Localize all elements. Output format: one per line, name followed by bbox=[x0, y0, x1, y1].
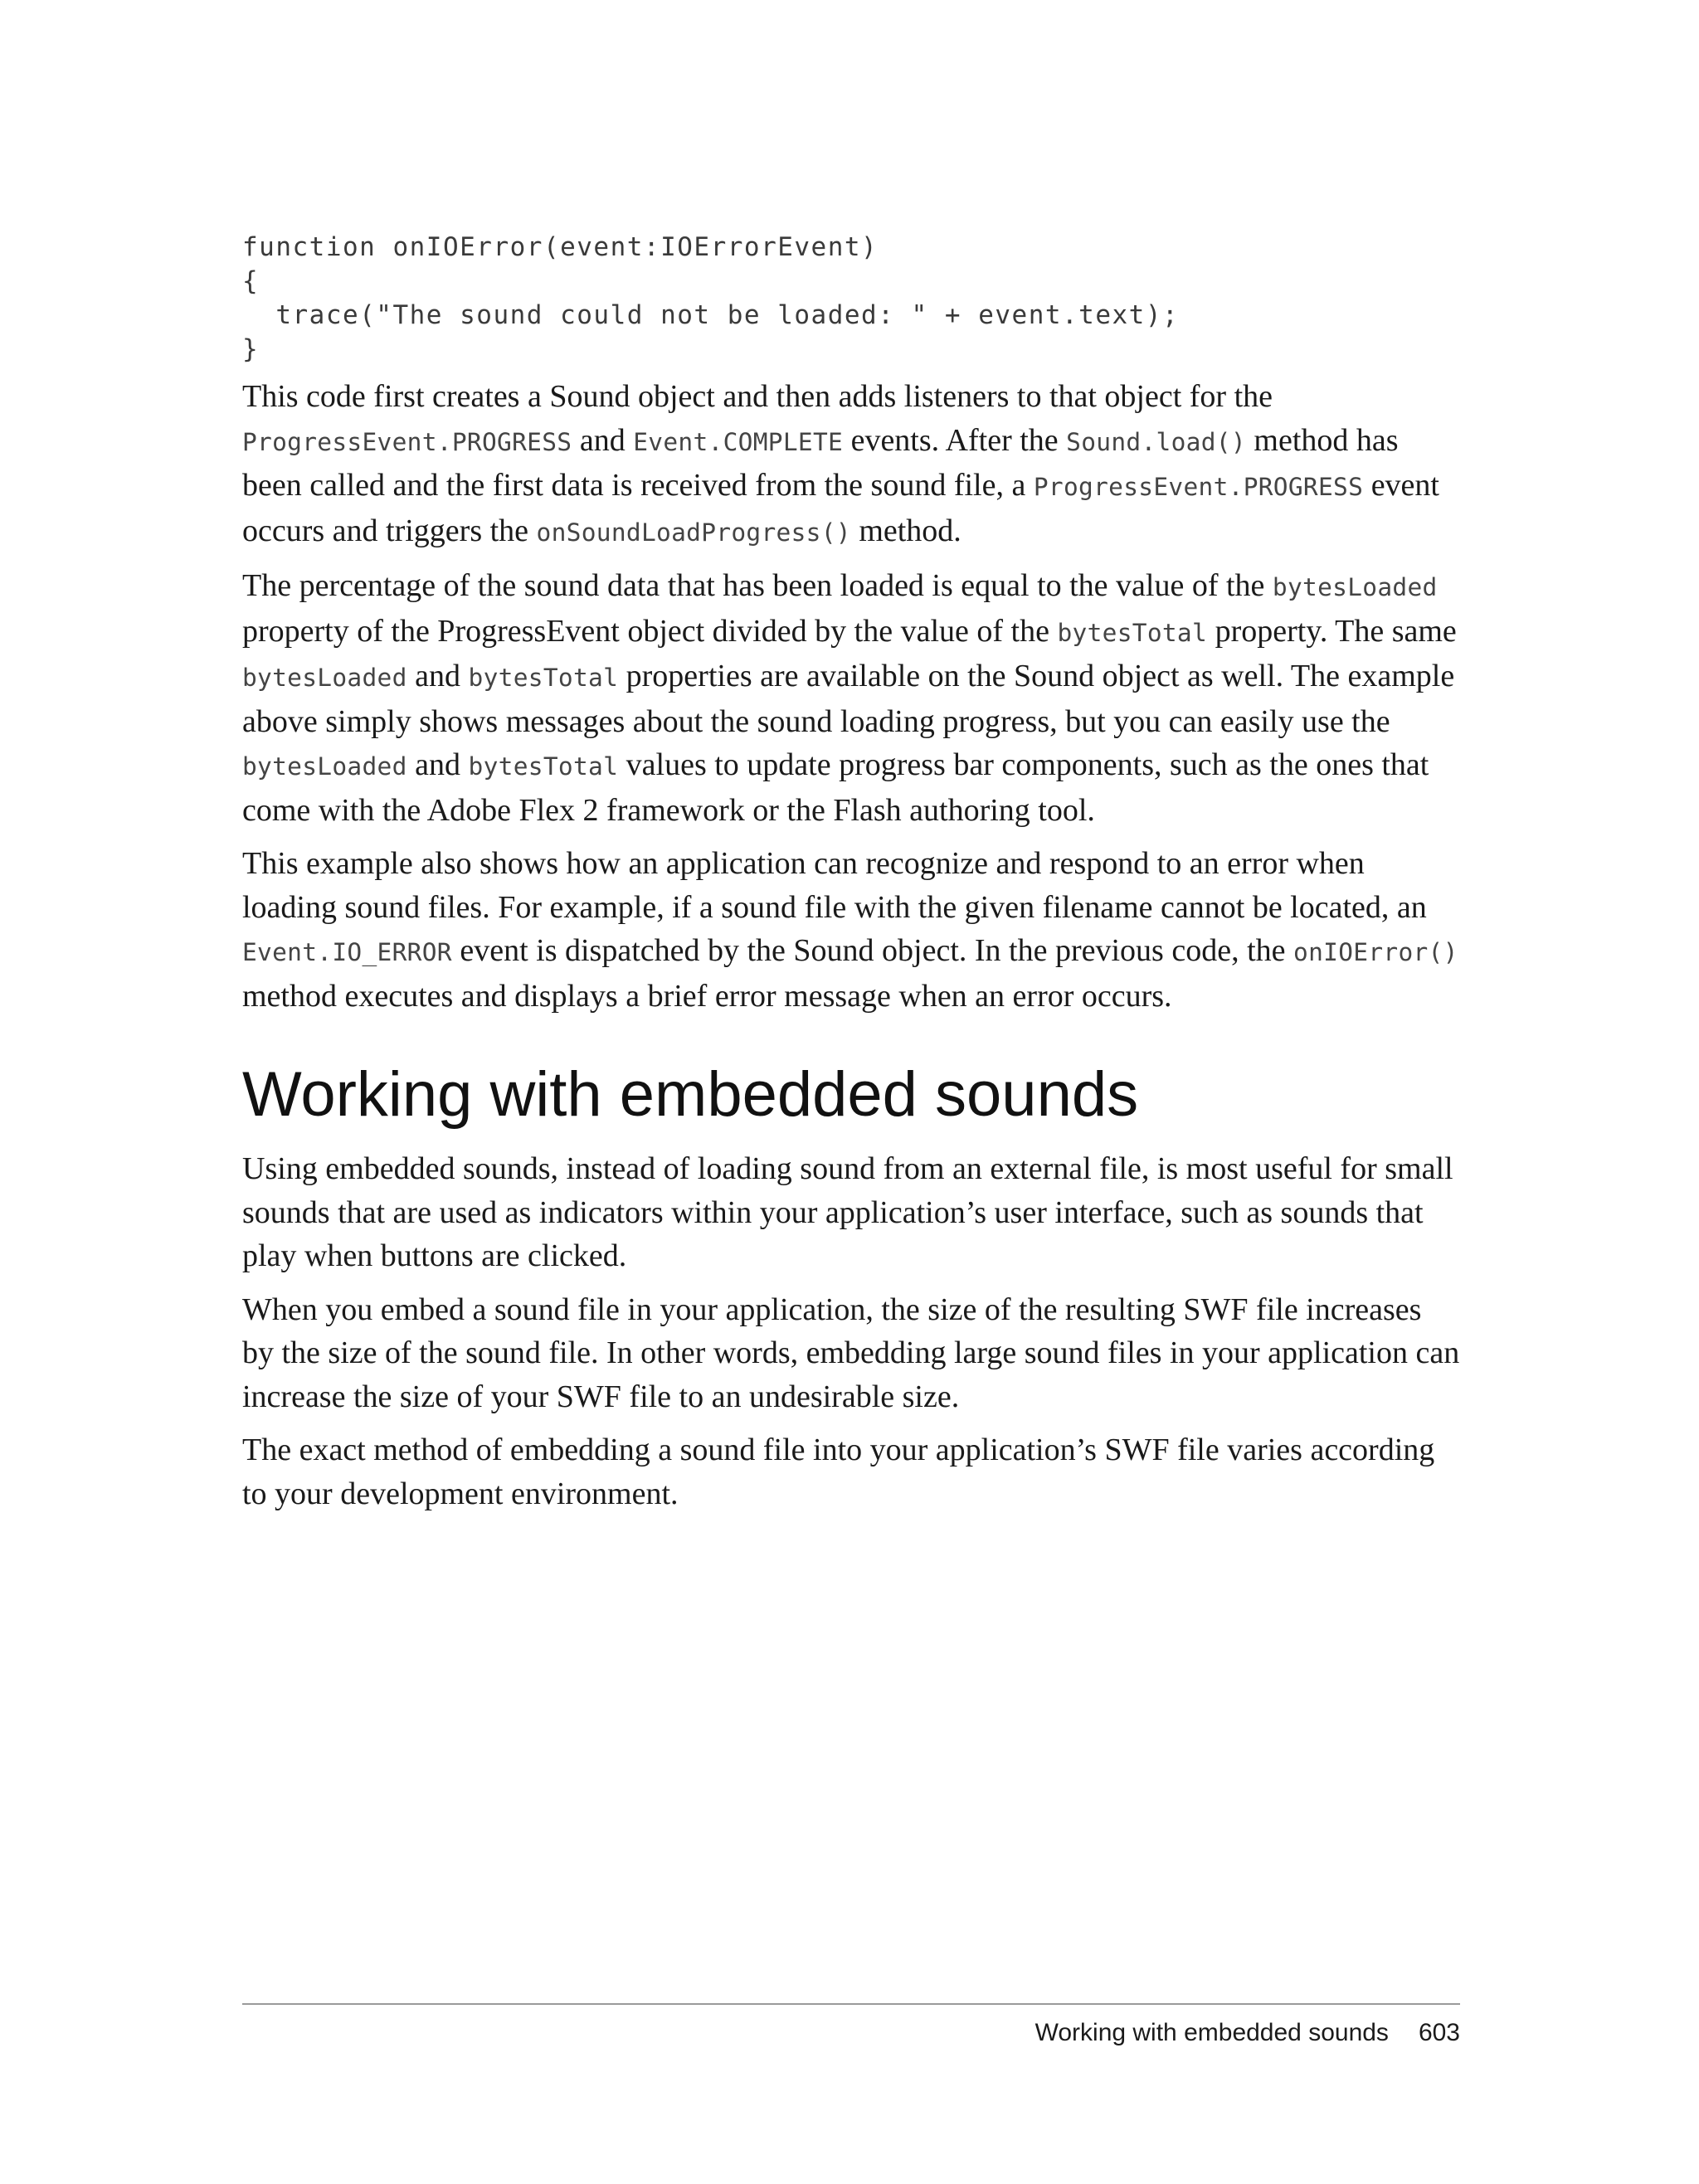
inline-code: bytesTotal bbox=[468, 664, 619, 692]
paragraph-text: values to update progress bar components, such as the ones that come with the Adobe Flex 2 framework or the Flash authoring tool. bbox=[242, 747, 1429, 828]
paragraph-text: and bbox=[406, 747, 469, 782]
body-paragraph-2 bbox=[242, 564, 1460, 832]
section-paragraph-1: Using embedded sounds, instead of loading sound from an external file, is most useful for small sounds that are used as indicators within your application’s user interface, such as sounds that play when buttons are clicked. bbox=[242, 1151, 1453, 1273]
footer-divider bbox=[242, 2003, 1460, 2005]
inline-code: ProgressEvent.PROGRESS bbox=[242, 427, 572, 456]
inline-code: bytesTotal bbox=[468, 752, 619, 781]
paragraph-text: properties are available on the Sound object as well. The example above simply shows messages about the sound loading progress, but you can easily use the bbox=[242, 659, 1455, 739]
inline-code: onIOError() bbox=[1293, 938, 1458, 966]
inline-code: bytesLoaded bbox=[1272, 573, 1438, 601]
inline-code: Event.COMPLETE bbox=[633, 427, 844, 456]
inline-code: bytesLoaded bbox=[242, 752, 407, 781]
paragraph-text: This example also shows how an application can recognize and respond to an error when loading sound files. For example, if a sound file with the given filename cannot be located, an bbox=[242, 846, 1427, 925]
inline-code: Sound.load() bbox=[1066, 427, 1246, 456]
inline-code: bytesLoaded bbox=[242, 664, 407, 692]
page-content bbox=[242, 231, 1460, 1525]
paragraph-text: The percentage of the sound data that has been loaded is equal to the value of the bbox=[242, 568, 1273, 603]
running-title: Working with embedded sounds bbox=[1034, 2019, 1389, 2046]
paragraph-text: event occurs and triggers the bbox=[242, 468, 1439, 548]
page-number: 603 bbox=[1418, 2019, 1460, 2046]
inline-code: Event.IO_ERROR bbox=[242, 938, 452, 966]
paragraph-text: property of the ProgressEvent object divided by the value of the bbox=[242, 613, 1058, 649]
paragraph-text: and bbox=[406, 659, 469, 693]
paragraph-text: and bbox=[572, 422, 634, 458]
inline-code: ProgressEvent.PROGRESS bbox=[1033, 473, 1364, 501]
section-heading: Working with embedded sounds bbox=[242, 1059, 1139, 1130]
paragraph-text: This code first creates a Sound object and then adds listeners to that object for the bbox=[242, 379, 1273, 414]
body-paragraph-3 bbox=[242, 842, 1460, 1018]
paragraph-text: property. The same bbox=[1207, 613, 1457, 649]
paragraph-text: events. After the bbox=[843, 422, 1067, 458]
paragraph-text: method executes and displays a brief error message when an error occurs. bbox=[242, 978, 1172, 1014]
section-paragraph-3: The exact method of embedding a sound file into your application’s SWF file varies according to your development environment. bbox=[242, 1432, 1435, 1511]
inline-code: onSoundLoadProgress() bbox=[536, 518, 851, 547]
paragraph-text: method has been called and the first data is received from the sound file, a bbox=[242, 422, 1399, 503]
section-paragraph-2: When you embed a sound file in your application, the size of the resulting SWF file increases by the size of the sound file. In other words, embedding large sound files in your application can increase the size of your SWF file to an undesirable size. bbox=[242, 1291, 1460, 1414]
page-footer bbox=[242, 2017, 1460, 2049]
paragraph-text: event is dispatched by the Sound object. In the previous code, the bbox=[451, 933, 1294, 968]
code-block: function onIOError(event:IOErrorEvent) { trace("The sound could not be loaded: " + event.text); } bbox=[242, 232, 1180, 364]
body-paragraph-1 bbox=[242, 375, 1460, 554]
inline-code: bytesTotal bbox=[1057, 618, 1208, 647]
paragraph-text: method. bbox=[850, 513, 961, 548]
